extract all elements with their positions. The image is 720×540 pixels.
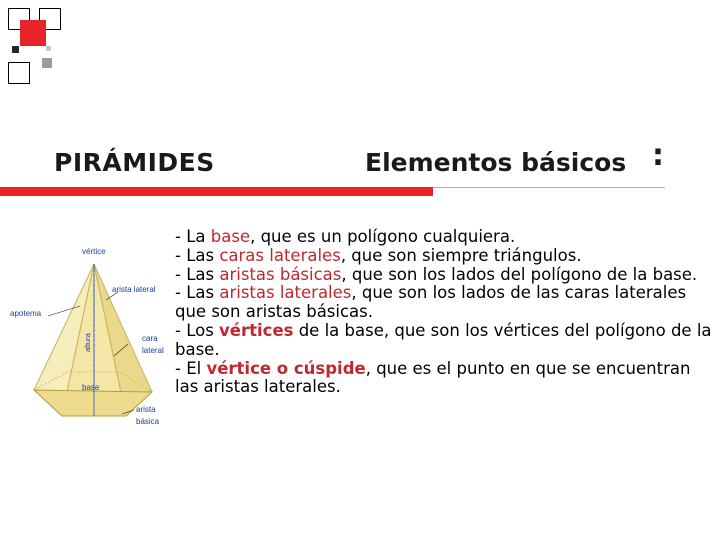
label-basic-edge-1: arista	[136, 405, 156, 414]
deco-square-lightgray	[46, 46, 51, 51]
pyramid-diagram	[10, 244, 170, 428]
pyramid-illustration	[10, 244, 170, 428]
title-underline-red	[0, 187, 433, 196]
list-item: - Las aristas básicas, que son los lados del polígono de la base.	[175, 264, 698, 284]
title-colon: :	[652, 138, 664, 173]
term-vertices: vértices	[219, 320, 294, 340]
list-item: - Los vértices de la base, que son los vértices del polígono de la base.	[175, 320, 712, 359]
term-apex: vértice o cúspide	[206, 358, 366, 378]
label-apothem: apotema	[10, 309, 42, 318]
term-lateral-edges: aristas laterales	[219, 283, 352, 303]
deco-square-gray	[42, 58, 52, 68]
elements-list	[175, 228, 715, 397]
deco-square-red	[20, 20, 46, 46]
label-height: altura	[83, 333, 92, 352]
list-item: - Las caras laterales, que son siempre triángulos.	[175, 245, 582, 265]
list-item: - La base, que es un polígono cualquiera.	[175, 227, 516, 246]
term-basic-edges: aristas básicas	[219, 264, 342, 284]
title-underline-gray	[433, 187, 665, 188]
term-lateral-faces: caras laterales	[219, 245, 341, 265]
label-lateral-face-1: cara	[142, 334, 158, 343]
deco-square-dark	[12, 46, 19, 53]
label-lateral-edge: arista lateral	[112, 285, 156, 294]
label-base: base	[82, 383, 100, 392]
deco-square-outline	[8, 62, 30, 84]
term-base: base	[210, 227, 251, 246]
list-item: - El vértice o cúspide, que es el punto en que se encuentran las aristas laterales.	[175, 358, 691, 397]
label-vertex: vértice	[82, 247, 106, 256]
list-item: - Las aristas laterales, que son los lados de las caras laterales que son aristas básicas.	[175, 283, 687, 322]
page-subtitle: Elementos básicos	[365, 148, 627, 177]
label-basic-edge-2: básica	[136, 417, 160, 426]
page-title: PIRÁMIDES	[54, 148, 215, 177]
label-lateral-face-2: lateral	[142, 346, 164, 355]
